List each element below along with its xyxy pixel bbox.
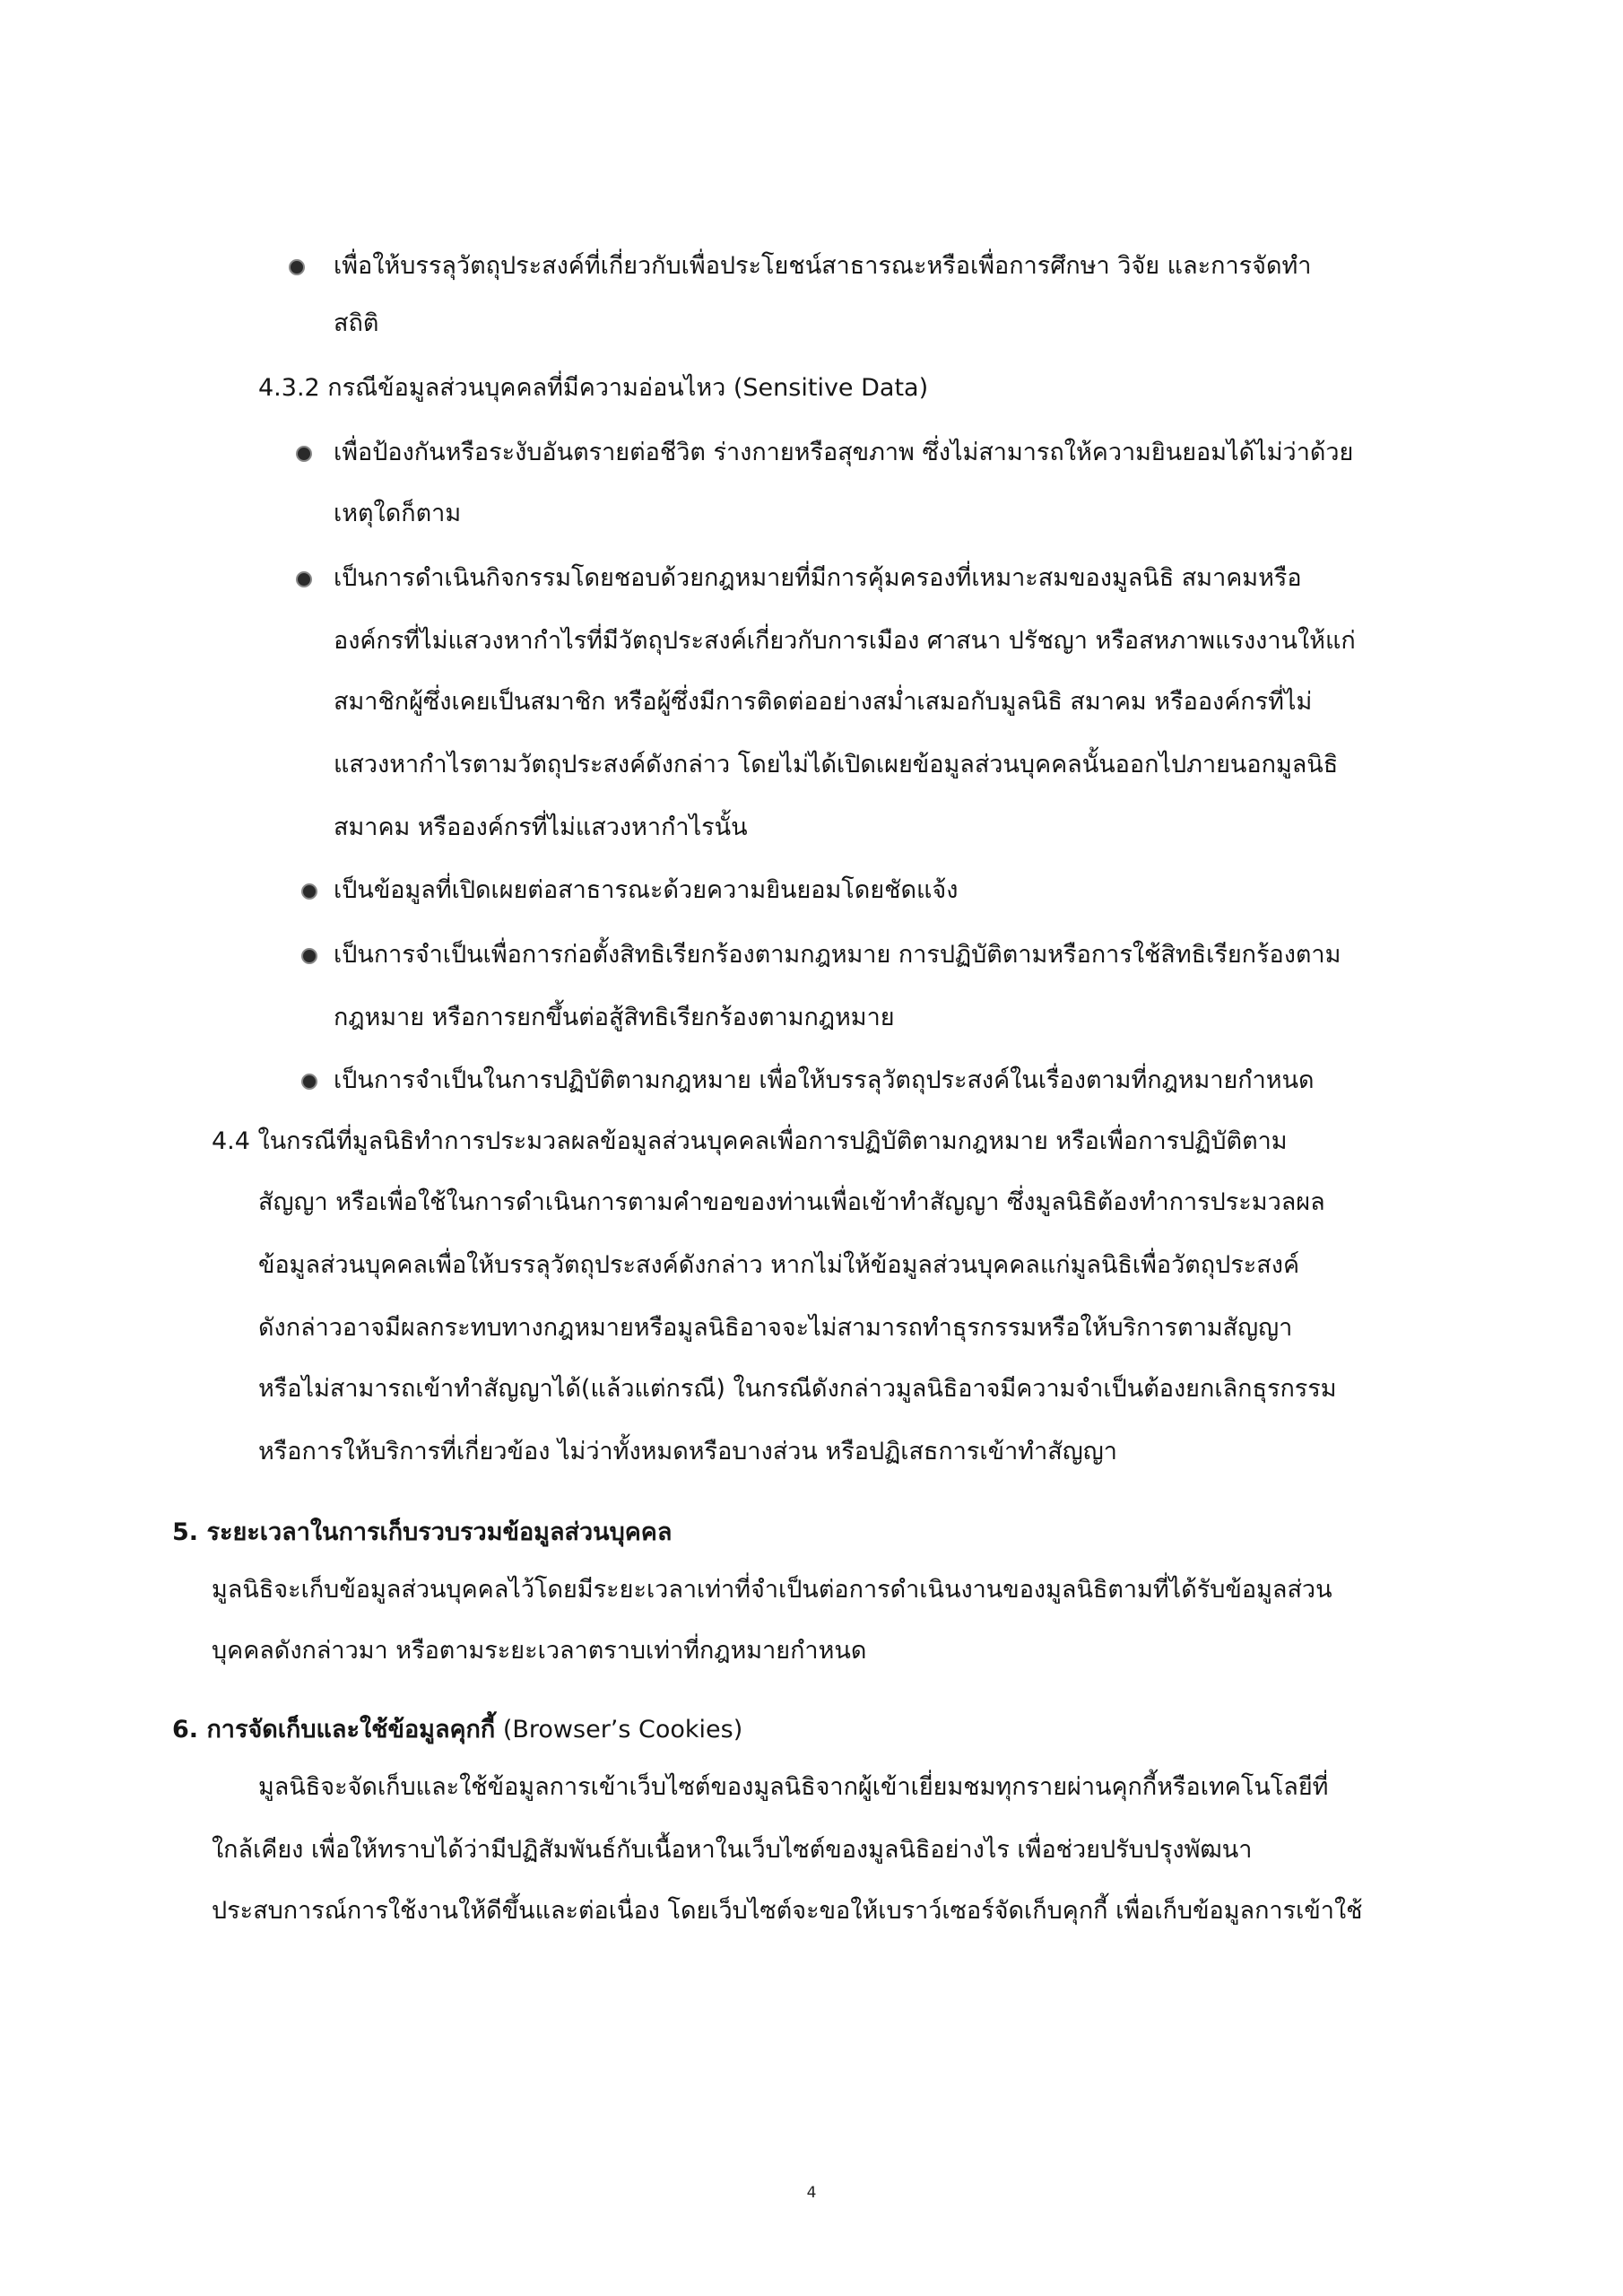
bullet-icon [301, 883, 317, 900]
section-5-heading: 5. ระยะเวลาในการเก็บรวบรวมข้อมูลส่วนบุคคล [172, 1518, 673, 1546]
bullet-legal-claims-cont: กฎหมาย หรือการยกขึ้นต่อสู้สิทธิเรียกร้องตามกฎหมาย [334, 1004, 895, 1031]
section-4-4-cont: หรือการให้บริการที่เกี่ยวข้อง ไม่ว่าทั้งหมดหรือบางส่วน หรือปฏิเสธการเข้าทำสัญญา [258, 1438, 1117, 1465]
bullet-icon [301, 948, 317, 964]
bullet-icon [289, 259, 305, 275]
bullet-foundation-activities-cont: องค์กรที่ไม่แสวงหากำไรที่มีวัตถุประสงค์เกี่ยวกับการเมือง ศาสนา ปรัชญา หรือสหภาพแรงงานให้แก่ [334, 627, 1356, 655]
page-number: 4 [806, 2184, 817, 2202]
bullet-icon [296, 446, 312, 462]
bullet-icon [301, 1074, 317, 1090]
bullet-foundation-activities: เป็นการดำเนินกิจกรรมโดยชอบด้วยกฎหมายที่มีการคุ้มครองที่เหมาะสมของมูลนิธิ สมาคมหรือ [334, 564, 1302, 592]
bullet-vital-interest: เพื่อป้องกันหรือระงับอันตรายต่อชีวิต ร่างกายหรือสุขภาพ ซึ่งไม่สามารถให้ความยินยอมได้ไม่ว่าด้วย [334, 439, 1354, 466]
section-4-4: 4.4 ในกรณีที่มูลนิธิทำการประมวลผลข้อมูลส่วนบุคคลเพื่อการปฏิบัติตามกฎหมาย หรือเพื่อการปฏิบัติตาม [212, 1127, 1288, 1155]
section-4-4-cont: สัญญา หรือเพื่อใช้ในการดำเนินการตามคำขอของท่านเพื่อเข้าทำสัญญา ซึ่งมูลนิธิต้องทำการประมวลผล [258, 1188, 1325, 1216]
bullet-legal-claims: เป็นการจำเป็นเพื่อการก่อตั้งสิทธิเรียกร้องตามกฎหมาย การปฏิบัติตามหรือการใช้สิทธิเรียกร้องตาม [334, 941, 1341, 969]
bullet-legal-obligation: เป็นการจำเป็นในการปฏิบัติตามกฎหมาย เพื่อให้บรรลุวัตถุประสงค์ในเรื่องตามที่กฎหมายกำหนด [334, 1066, 1315, 1094]
section-6-paragraph-cont: ประสบการณ์การใช้งานให้ดีขึ้นและต่อเนื่อง โดยเว็บไซต์จะขอให้เบราว์เซอร์จัดเก็บคุกกี้ เพื่อเก็บข้อมูลการเข้าใช้ [212, 1897, 1363, 1925]
section-6-heading [172, 1712, 742, 1748]
bullet-foundation-activities-cont: แสวงหากำไรตามวัตถุประสงค์ดังกล่าว โดยไม่ได้เปิดเผยข้อมูลส่วนบุคคลนั้นออกไปภายนอกมูลนิธิ [334, 751, 1339, 778]
bullet-public-interest-cont: สถิติ [334, 309, 379, 337]
section-5-paragraph: มูลนิธิจะเก็บข้อมูลส่วนบุคคลไว้โดยมีระยะเวลาเท่าที่จำเป็นต่อการดำเนินงานของมูลนิธิตามที่ได้รับข้อมูลส่วน [212, 1576, 1332, 1604]
bullet-foundation-activities-cont: สมาชิกผู้ซึ่งเคยเป็นสมาชิก หรือผู้ซึ่งมีการติดต่ออย่างสม่ำเสมอกับมูลนิธิ สมาคม หรือองค์กรที่ไม่ [334, 688, 1313, 716]
section-6-heading-thai: 6. การจัดเก็บและใช้ข้อมูลคุกกี้ [172, 1716, 496, 1744]
section-6-heading-suffix: (Browser’s Cookies) [495, 1716, 743, 1744]
section-6-paragraph-cont: ใกล้เคียง เพื่อให้ทราบได้ว่ามีปฏิสัมพันธ์กับเนื้อหาในเว็บไซต์ของมูลนิธิอย่างไร เพื่อช่วยปรับปรุงพัฒนา [212, 1836, 1253, 1864]
bullet-public-disclosure: เป็นข้อมูลที่เปิดเผยต่อสาธารณะด้วยความยินยอมโดยชัดแจ้ง [334, 876, 959, 904]
section-4-3-2-heading: 4.3.2 กรณีข้อมูลส่วนบุคคลที่มีความอ่อนไหว (Sensitive Data) [258, 374, 929, 402]
bullet-vital-interest-cont: เหตุใดก็ตาม [334, 500, 462, 527]
bullet-icon [296, 571, 312, 587]
bullet-public-interest: เพื่อให้บรรลุวัตถุประสงค์ที่เกี่ยวกับเพื่อประโยชน์สาธารณะหรือเพื่อการศึกษา วิจัย และการจัดทำ [334, 252, 1312, 280]
section-4-4-cont: ดังกล่าวอาจมีผลกระทบทางกฎหมายหรือมูลนิธิอาจจะไม่สามารถทำธุรกรรมหรือให้บริการตามสัญญา [258, 1314, 1293, 1342]
section-5-paragraph-cont: บุคคลดังกล่าวมา หรือตามระยะเวลาตราบเท่าที่กฎหมายกำหนด [212, 1637, 867, 1665]
section-4-4-cont: ข้อมูลส่วนบุคคลเพื่อให้บรรลุวัตถุประสงค์ดังกล่าว หากไม่ให้ข้อมูลส่วนบุคคลแก่มูลนิธิเพื่อวัตถุประสงค์ [258, 1251, 1300, 1279]
section-6-paragraph: มูลนิธิจะจัดเก็บและใช้ข้อมูลการเข้าเว็บไซต์ของมูลนิธิจากผู้เข้าเยี่ยมชมทุกรายผ่านคุกกี้หรือเทคโนโลยีที่ [258, 1773, 1329, 1801]
section-4-4-cont: หรือไม่สามารถเข้าทำสัญญาได้(แล้วแต่กรณี) ในกรณีดังกล่าวมูลนิธิอาจมีความจำเป็นต้องยกเลิกธุรกรรม [258, 1375, 1337, 1403]
bullet-foundation-activities-cont: สมาคม หรือองค์กรที่ไม่แสวงหากำไรนั้น [334, 813, 748, 841]
